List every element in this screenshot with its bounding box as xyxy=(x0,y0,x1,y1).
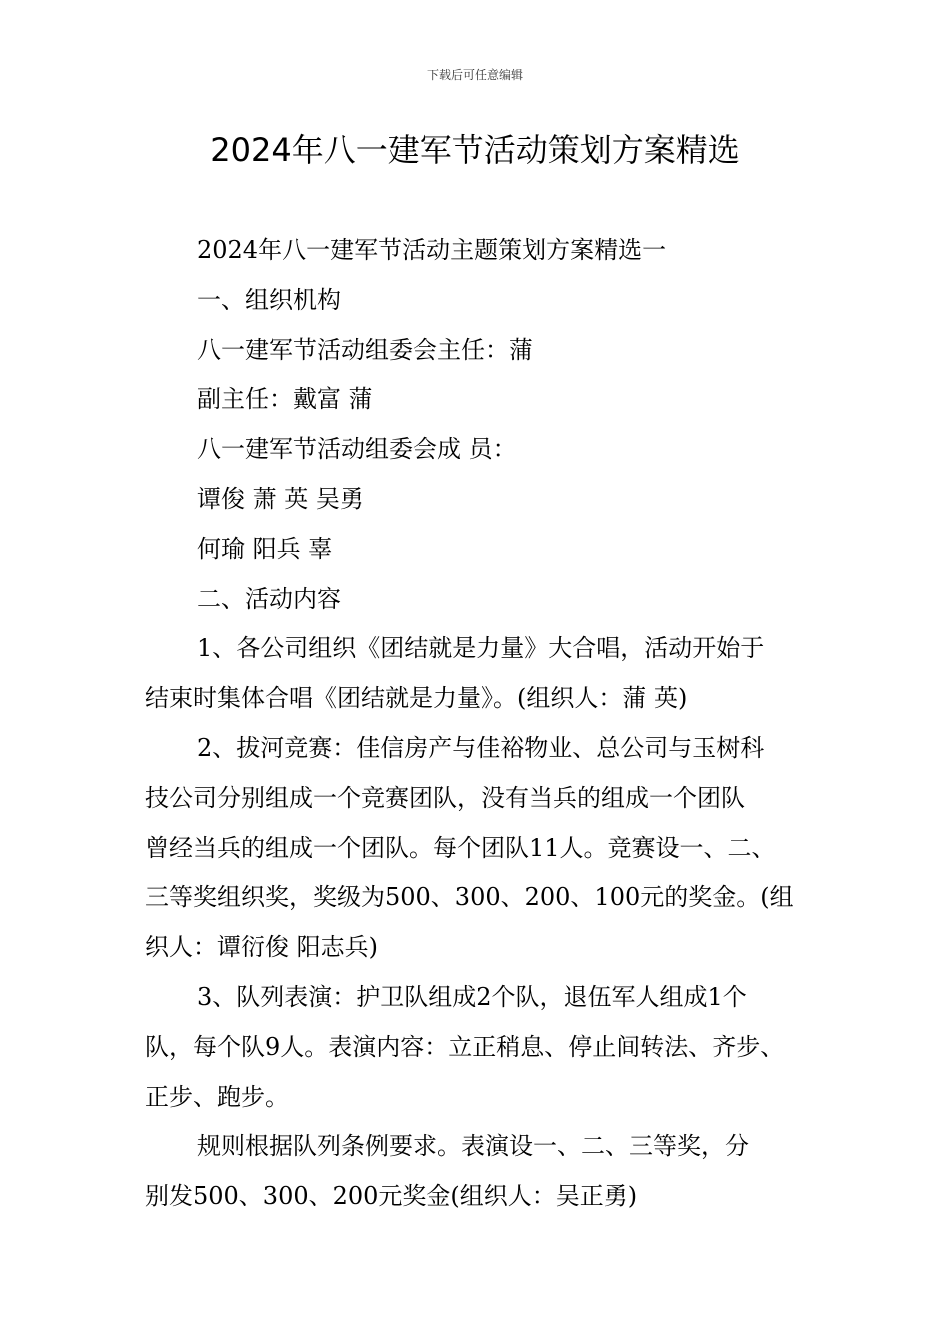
paragraph-line: 结束时集体合唱《团结就是力量》。(组织人：蒲 英) xyxy=(145,684,688,713)
paragraph-line: 织人：谭衍俊 阳志兵) xyxy=(145,933,378,962)
paragraph-line: 2、拔河竞赛：佳信房产与佳裕物业、总公司与玉树科 xyxy=(197,733,765,762)
paragraph-line: 技公司分别组成一个竞赛团队，没有当兵的组成一个团队 xyxy=(145,783,745,812)
paragraph-line: 规则根据队列条例要求。表演设一、二、三等奖，分 xyxy=(197,1132,749,1161)
heading-organization: 一、组织机构 xyxy=(197,285,341,314)
paragraph-line: 何瑜 阳兵 辜 xyxy=(197,534,333,563)
paragraph-line: 副主任：戴富 蒲 xyxy=(197,385,373,414)
paragraph-line: 1、各公司组织《团结就是力量》大合唱，活动开始于 xyxy=(197,634,765,663)
paragraph-line: 八一建军节活动组委会主任：蒲 xyxy=(197,335,533,364)
heading-activities: 二、活动内容 xyxy=(197,584,341,613)
paragraph-line: 谭俊 萧 英 吴勇 xyxy=(197,484,364,513)
document-title: 2024年八一建军节活动策划方案精选 xyxy=(210,131,740,169)
paragraph-line: 3、队列表演：护卫队组成2个队，退伍军人组成1个 xyxy=(197,982,747,1011)
paragraph-line: 曾经当兵的组成一个团队。每个团队11人。竞赛设一、二、 xyxy=(145,833,776,862)
paragraph-line: 队，每个队9人。表演内容：立正稍息、停止间转法、齐步、 xyxy=(145,1032,785,1061)
section-subtitle: 2024年八一建军节活动主题策划方案精选一 xyxy=(197,236,667,264)
document-body xyxy=(145,226,825,1222)
paragraph-line: 八一建军节活动组委会成 员： xyxy=(197,435,517,464)
header-note: 下载后可任意编辑 xyxy=(426,68,523,82)
paragraph-line: 别发500、300、200元奖金(组织人：吴正勇) xyxy=(145,1182,638,1211)
paragraph-line: 三等奖组织奖，奖级为500、300、200、100元的奖金。(组 xyxy=(145,883,794,912)
paragraph-line: 正步、跑步。 xyxy=(145,1082,289,1111)
